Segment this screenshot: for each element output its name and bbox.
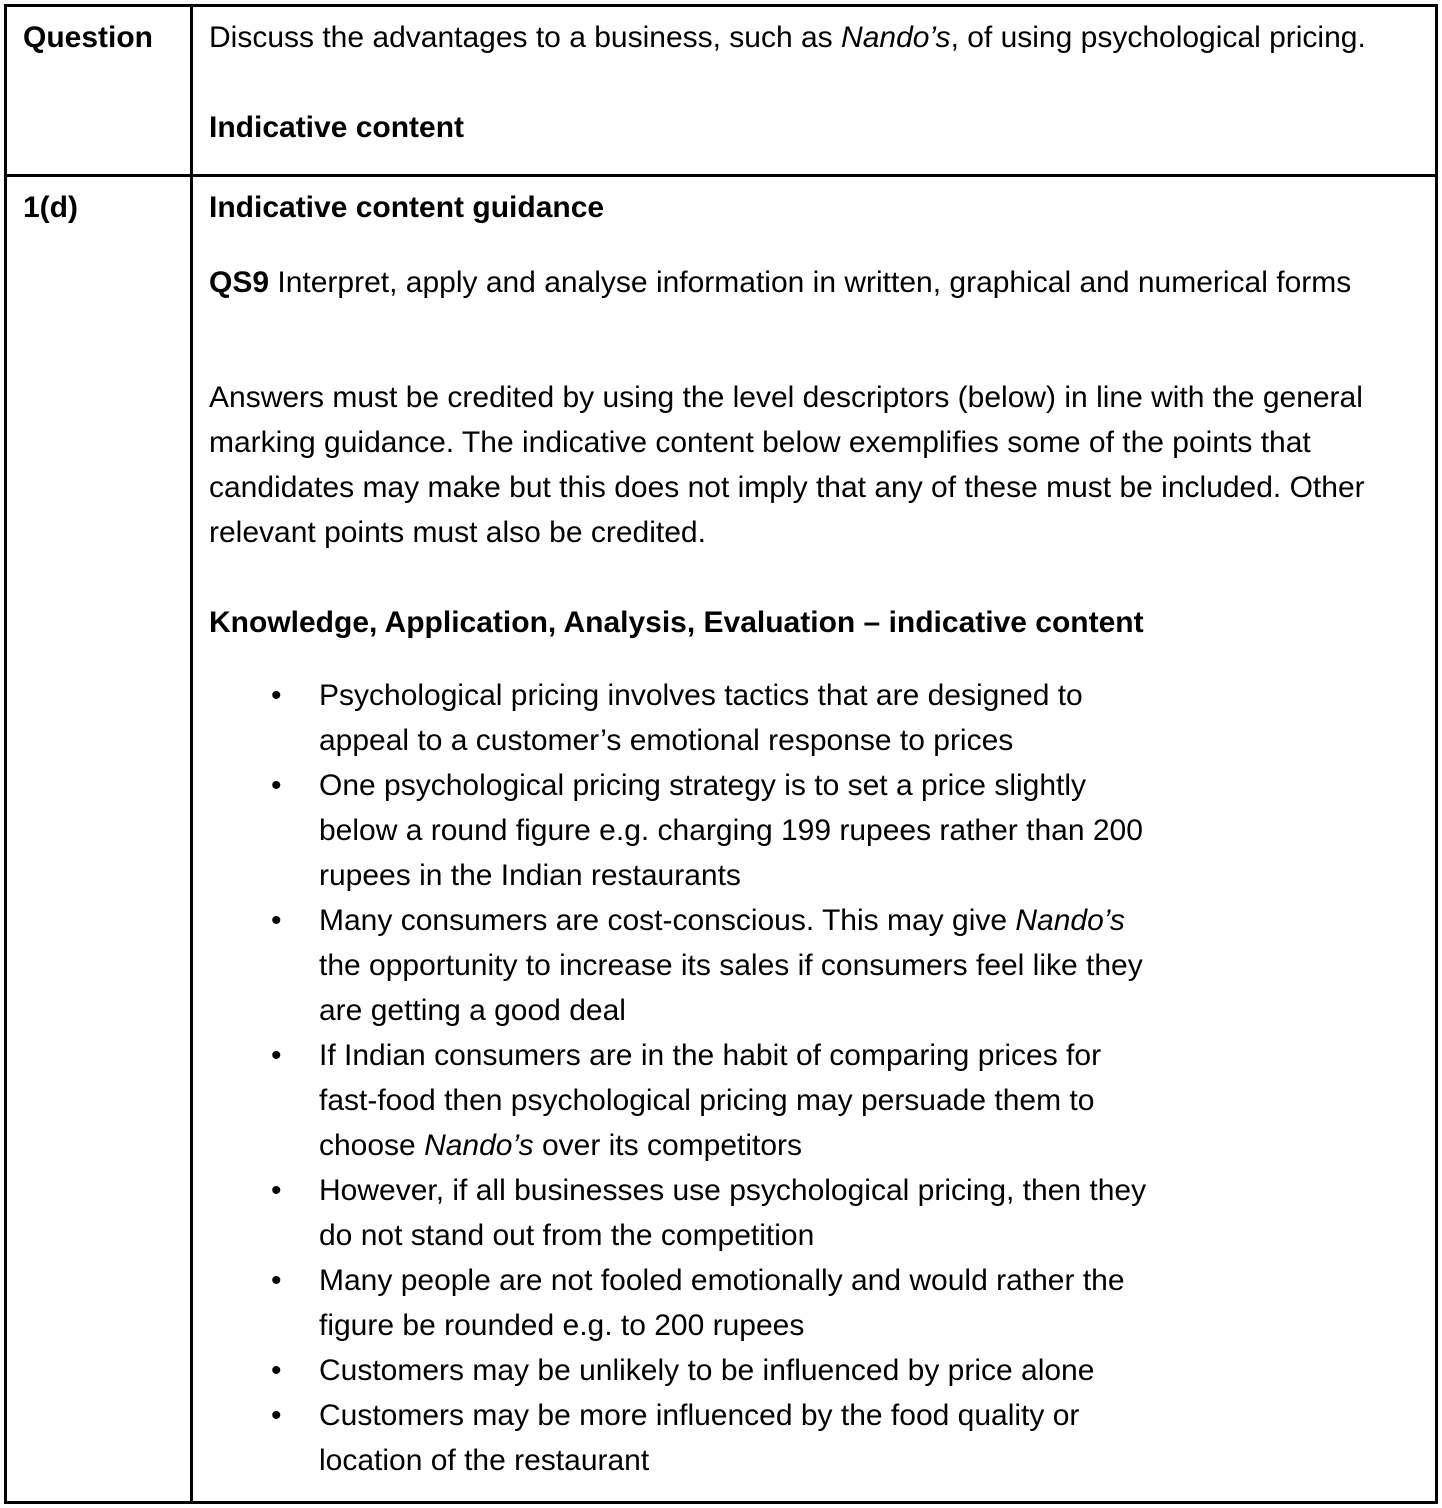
mark-scheme-table: [4, 4, 1438, 1504]
text-segment: over its competitors: [533, 1129, 803, 1162]
bullet-item: [319, 1258, 1149, 1348]
guidance-title: Indicative content guidance: [209, 191, 605, 224]
bullet-list: [209, 673, 1149, 1483]
answer-row: [6, 176, 1437, 1503]
text-segment: Interpret, apply and analyse information in written, graphical and numerical forms: [269, 266, 1352, 299]
text-segment: Nando’s: [841, 21, 951, 54]
bullet-item: [319, 1348, 1149, 1393]
text-segment: However, if all businesses use psychological pricing, then they do not stand out from the competition: [319, 1174, 1147, 1252]
question-text: [209, 15, 1419, 60]
text-segment: Customers may be unlikely to be influenced by price alone: [319, 1354, 1095, 1387]
credit-paragraph: Answers must be credited by using the level descriptors (below) in line with the general marking guidance. The indicative content below exemplifies some of the points that candidates may make but this does not imply that any of these must be included. Other relevant points must also be credited.: [209, 381, 1365, 549]
question-header-cell: [6, 6, 192, 176]
question-header-row: [6, 6, 1437, 176]
section-heading: Knowledge, Application, Analysis, Evaluation – indicative content: [209, 606, 1144, 639]
bullet-item: [319, 763, 1149, 898]
text-segment: , of using psychological pricing.: [950, 21, 1366, 54]
qs9-paragraph: [209, 260, 1419, 305]
indicative-content-label: Indicative content: [209, 111, 465, 144]
question-label: Question: [23, 21, 154, 54]
text-segment: Many consumers are cost-conscious. This may give: [319, 904, 1016, 937]
bullet-item: [319, 898, 1149, 1033]
text-segment: Discuss the advantages to a business, such as: [209, 21, 842, 54]
question-text-cell: [192, 6, 1437, 176]
text-segment: the opportunity to increase its sales if consumers feel like they are getting a good deal: [319, 949, 1143, 1027]
bullet-item: [319, 1168, 1149, 1258]
indicative-content-cell: [192, 176, 1437, 1503]
text-segment: Psychological pricing involves tactics that are designed to appeal to a customer’s emotional response to prices: [319, 679, 1083, 757]
bullet-item: [319, 1393, 1149, 1483]
text-segment: If Indian consumers are in the habit of comparing prices for fast-food then psychological pricing may persuade them to choose: [319, 1039, 1102, 1162]
bullet-item: [319, 1033, 1149, 1168]
question-number-cell: [6, 176, 192, 1503]
text-segment: QS9: [209, 266, 270, 299]
text-segment: Nando’s: [1015, 904, 1125, 937]
text-segment: Customers may be more influenced by the food quality or location of the restaurant: [319, 1399, 1080, 1477]
bullet-item: [319, 673, 1149, 763]
text-segment: Nando’s: [424, 1129, 534, 1162]
text-segment: One psychological pricing strategy is to set a price slightly below a round figure e.g. charging 199 rupees rather than 200 rupees in the Indian restaurants: [319, 769, 1143, 892]
text-segment: Many people are not fooled emotionally and would rather the figure be rounded e.g. to 200 rupees: [319, 1264, 1125, 1342]
question-number: 1(d): [23, 191, 78, 224]
